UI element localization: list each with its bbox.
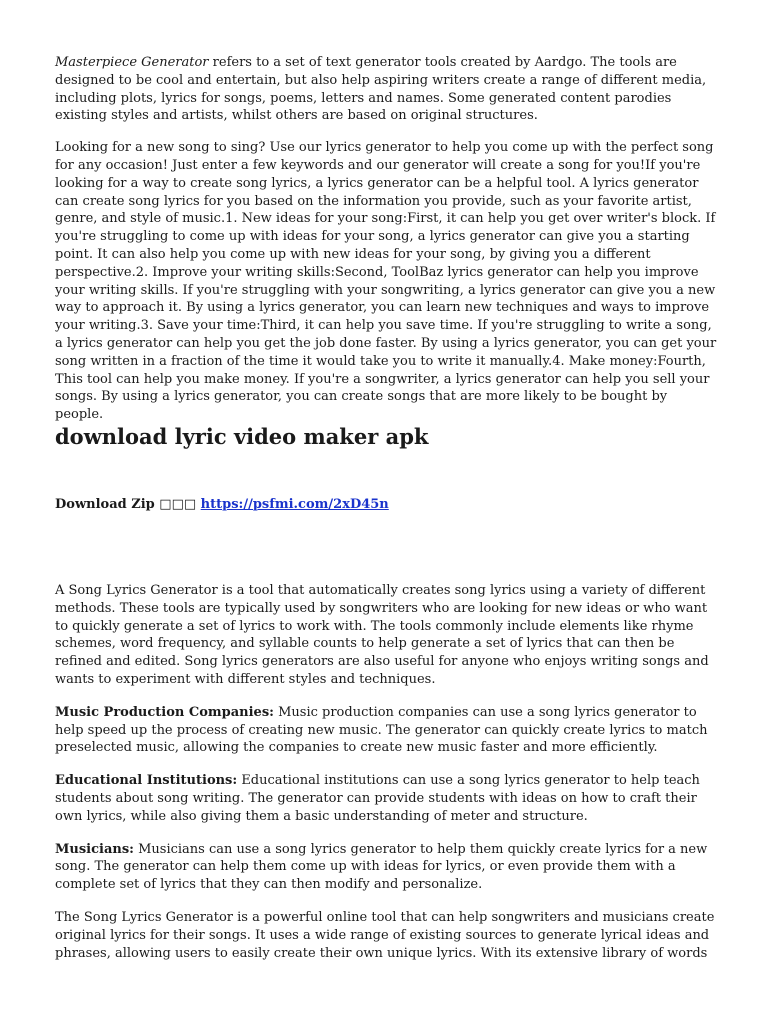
lower-section (55, 582, 717, 977)
document-page (55, 54, 717, 961)
use-case-educational (55, 772, 717, 825)
song-lyrics-generator-paragraph: A Song Lyrics Generator is a tool that automatically creates song lyrics using a variety of different methods. These tools are typically used by songwriters who are looking for new ideas or who want to quickly generate a set of lyrics to work with. The tools commonly include elements like rhyme schemes, word frequency, and syllable counts to help generate a set of lyrics that can then be refined and edited. Song lyrics generators are also useful for anyone who enjoys writing songs and wants to experiment with different styles and techniques. (55, 583, 709, 687)
intro-title: Masterpiece Generator (55, 55, 209, 70)
use-case-music-production (55, 704, 717, 757)
use-case-label: Musicians: (55, 841, 134, 857)
lyrics-generator-paragraph: Looking for a new song to sing? Use our lyrics generator to help you come up with the perfect song for any occasion! Just enter a few keywords and our generator will create a song for you!If you're looking for a way to create song lyrics, a lyrics generator can be a helpful tool. A lyrics generator can create song lyrics for you based on the information you provide, such as your favorite artist, genre, and style of music.1. New ideas for your song:First, it can help you get over writer's block. If you're struggling to come up with ideas for your song, a lyrics generator can give you a starting point. It can also help you come up with new ideas for your song, by giving you a different perspective.2. Improve your writing skills:Second, ToolBaz lyrics generator can help you improve your writing skills. If you're struggling with your songwriting, a lyrics generator can give you a new way to approach it. By using a lyrics generator, you can learn new techniques and ways to improve your writing.3. Save your time:Third, it can help you save time. If you're struggling to write a song, a lyrics generator can help you get the job done faster. By using a lyrics generator, you can get your song written in a fraction of the time it would take you to write it manually.4. Make money:Fourth, This tool can help you make money. If you're a songwriter, a lyrics generator can help you sell your songs. By using a lyrics generator, you can create songs that are more likely to be bought by people. (55, 140, 717, 423)
download-link[interactable]: https://psfmi.com/2xD45n (200, 497, 389, 512)
download-line (55, 496, 389, 514)
download-label: Download Zip (55, 497, 160, 512)
section-heading: download lyric video maker apk (55, 424, 429, 449)
use-case-label: Music Production Companies: (55, 704, 274, 720)
intro-paragraph (55, 54, 717, 125)
use-case-text: Music production companies can use a song lyrics generator to help speed up the process of creating new music. The generator can quickly create lyrics to match preselected music, allowing the companies to create new music faster and more efficiently. (55, 704, 708, 756)
use-case-text: Educational institutions can use a song lyrics generator to help teach students about song writing. The generator can provide students with ideas on how to craft their own lyrics, while also giving them a basic understanding of meter and structure. (55, 773, 700, 824)
use-case-musicians (55, 841, 717, 894)
use-case-label: Educational Institutions: (55, 773, 238, 789)
final-paragraph: The Song Lyrics Generator is a powerful online tool that can help songwriters and musicians create original lyrics for their songs. It uses a wide range of existing sources to generate lyrical ideas and phrases, allowing users to easily create their own unique lyrics. With its extensive library of words (55, 909, 715, 961)
intro-text: refers to a set of text generator tools created by Aardgo. The tools are designed to be cool and entertain, but also help aspiring writers create a range of different media, including plots, lyrics for songs, poems, letters and names. Some generated content parodies existing styles and artists, whilst others are based on original structures. (55, 55, 707, 124)
missing-glyph-icons: □□□ (159, 497, 197, 512)
use-case-text: Musicians can use a song lyrics generator to help them quickly create lyrics for a new song. The generator can help them come up with ideas for lyrics, or even provide them with a complete set of lyrics that they can then modify and personalize. (55, 841, 708, 893)
